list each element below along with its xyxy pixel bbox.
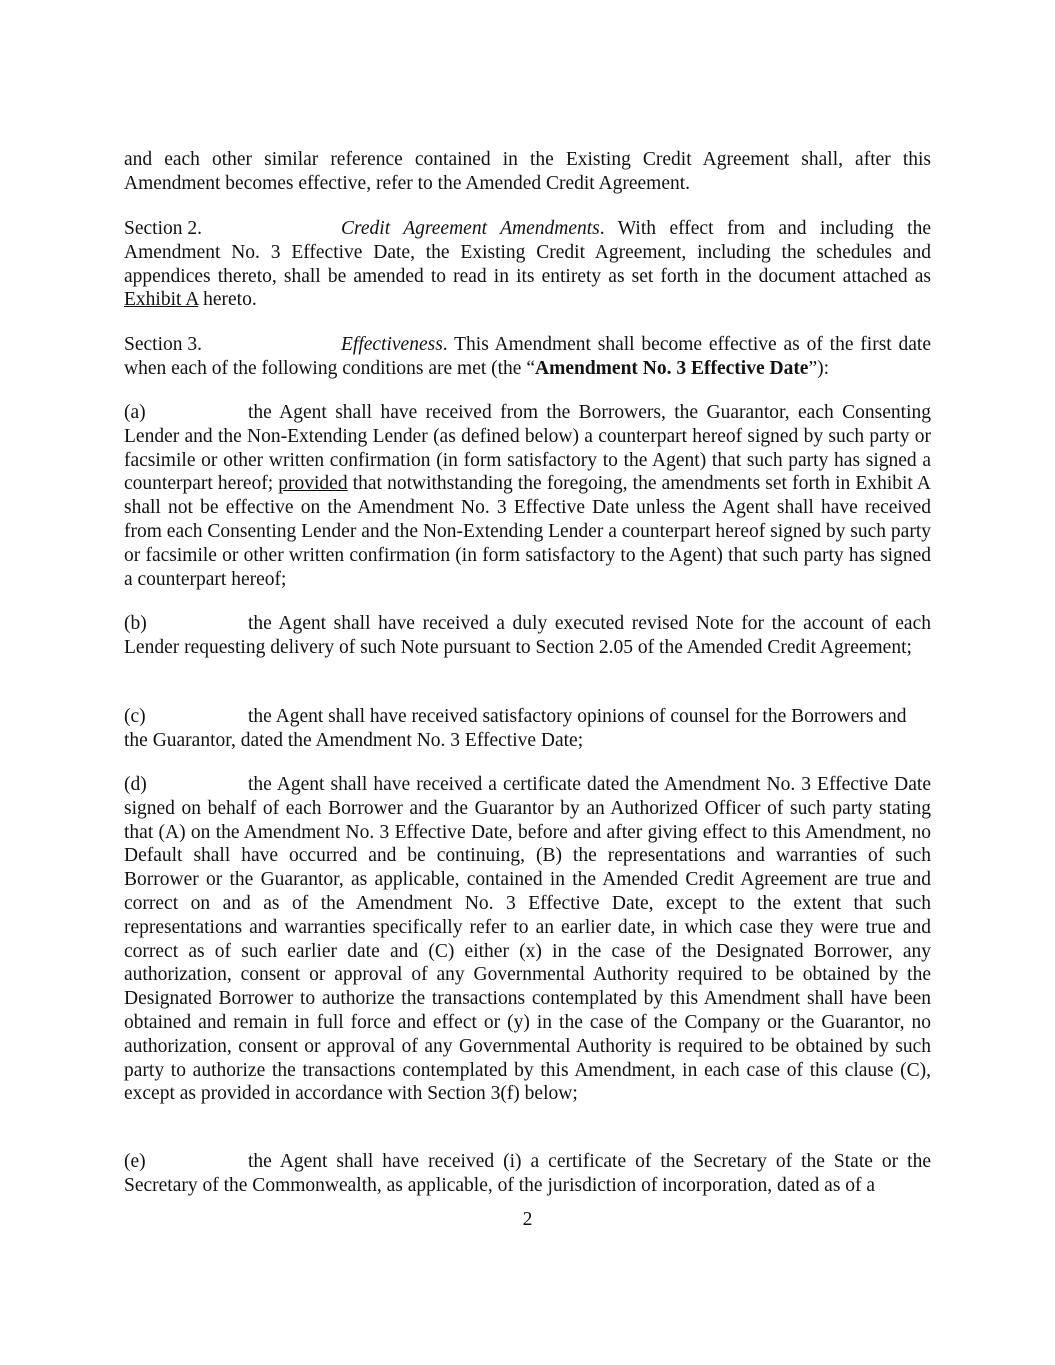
item-a-text-end: that notwithstanding the foregoing, the amendments set forth in Exhibit A shall not be effective on the Amendment No. 3 Effective Date unless the Agent shall have received from each Consenting Lender and the Non-Extending Lender a counterpart hereof signed by such party or facsimile or other written confirmation (in form satisfactory to the Agent) that such party has signed a counterpart hereof; [124,473,931,590]
section-2-paragraph [124,217,931,312]
section-3-title: Effectiveness [341,334,443,355]
item-a-text: the Agent shall have received from the Borrowers, the Guarantor, each Consenting Lender and the Non-Extending Lender (as defined below) a counterpart hereof signed by such party or facsimile or other written confirmation (in form satisfactory to the Agent) that such party has signed a counterpart hereof; [124,402,931,495]
item-c-paragraph [124,705,931,753]
section-2-text-end: hereto. [198,289,257,311]
item-a-label: (a) [124,402,146,423]
item-c-text: the Agent shall have received satisfactory opinions of counsel for the Borrowers and the Guarantor, dated the Amendment No. 3 Effective Date; [124,706,907,751]
item-d-label: (d) [124,774,147,795]
item-d-text: the Agent shall have received a certificate dated the Amendment No. 3 Effective Date signed on behalf of each Borrower and the Guarantor by an Authorized Officer of such party stating that (A) on the Amendment No. 3 Effective Date, before and after giving effect to this Amendment, no Default shall have occurred and be continuing, (B) the representations and warranties of such Borrower or the Guarantor, as applicable, contained in the Amended Credit Agreement are true and correct on and as of the Amendment No. 3 Effective Date, except to the extent that such representations and warranties specifically refer to an earlier date, in which case they were true and correct as of such earlier date and (C) either (x) in the case of the Designated Borrower, any authorization, consent or approval of any Governmental Authority required to be obtained by the Designated Borrower to authorize the transactions contemplated by this Amendment shall have been obtained and remain in full force and effect or (y) in the case of the Company or the Guarantor, no authorization, consent or approval of any Governmental Authority is required to be obtained by such party to authorize the transactions contemplated by this Amendment, in each case of this clause (C), except as provided in accordance with Section 3(f) below; [124,774,931,1105]
section-3-label: Section 3. [124,334,202,355]
section-2-title: Credit Agreement Amendments [341,218,600,239]
item-a-paragraph [124,401,931,591]
continuation-paragraph [124,148,931,196]
item-e-text: the Agent shall have received (i) a certificate of the Secretary of the State or the Secretary of the Commonwealth, as applicable, of the jurisdiction of incorporation, dated as of a [124,1151,931,1196]
section-3-text-end: ”): [808,357,830,379]
exhibit-a-reference: Exhibit A [124,289,199,311]
item-e-paragraph [124,1150,931,1198]
item-d-paragraph [124,773,931,1106]
page-number: 2 [522,1209,533,1230]
item-b-paragraph [124,612,931,660]
continuation-text: and each other similar reference contained in the Existing Credit Agreement shall, after this Amendment becomes effective, refer to the Amended Credit Agreement. [124,149,931,194]
item-a-provided: provided [278,473,348,495]
item-e-label: (e) [124,1151,146,1172]
item-b-label: (b) [124,613,147,634]
item-b-text: the Agent shall have received a duly executed revised Note for the account of each Lender requesting delivery of such Note pursuant to Section 2.05 of the Amended Credit Agreement; [124,613,931,658]
section-2-label: Section 2. [124,218,202,239]
section-3-defined-term: Amendment No. 3 Effective Date [535,357,809,379]
section-2-text: . With effect from and including the Amendment No. 3 Effective Date, the Existing Credit Agreement, including the schedules and appendices thereto, shall be amended to read in its entirety as set forth in the document attached as [124,218,932,287]
section-3-text: . This Amendment shall become effective as of the first date when each of the following conditions are met (the “ [124,334,931,379]
item-c-label: (c) [124,706,146,727]
section-3-paragraph [124,333,931,381]
